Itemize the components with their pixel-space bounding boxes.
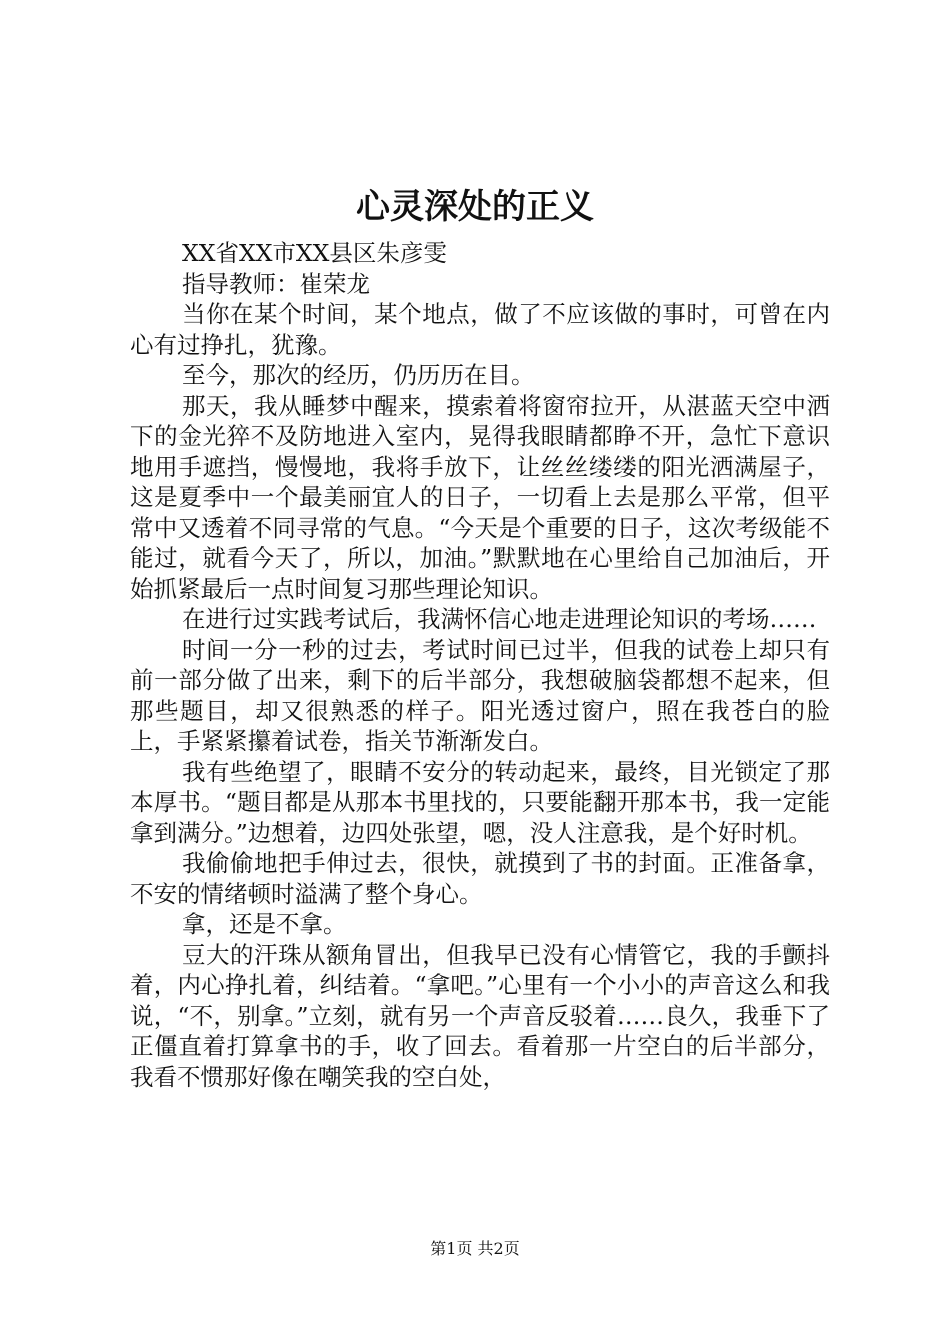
instructor-line: 指导教师：崔荣龙 [182, 269, 370, 298]
page-number-footer: 第1页 共2页 [430, 1239, 520, 1258]
document-title: 心灵深处的正义 [356, 187, 594, 227]
paragraph: 当你在某个时间，某个地点，做了不应该做的事时，可曾在内心有过挣扎，犹豫。 [130, 300, 830, 359]
paragraph: 时间一分一秒的过去，考试时间已过半，但我的试卷上却只有前一部分做了出来，剩下的后半部分，我想破脑袋都想不起来，但那些题目，却又很熟悉的样子。阳光透过窗户，照在我苍白的脸上，手紧紧攥着试卷，指关节渐渐发白。 [130, 635, 830, 755]
paragraph: 豆大的汗珠从额角冒出，但我早已没有心情管它，我的手颤抖着，内心挣扎着，纠结着。“拿吧。”心里有一个小小的声音这么和我说，“不，别拿。”立刻，就有另一个声音反驳着……良久，我垂下了正僵直着打算拿书的手，收了回去。看着那一片空白的后半部分，我看不惯那好像在嘲笑我的空白处， [130, 940, 830, 1091]
author-line: XX省XX市XX县区朱彦雯 [182, 239, 447, 267]
paragraph: 我偷偷地把手伸过去，很快，就摸到了书的封面。正准备拿，不安的情绪顿时溢满了整个身心。 [130, 849, 830, 908]
paragraph: 我有些绝望了，眼睛不安分的转动起来，最终，目光锁定了那本厚书。“题目都是从那本书里找的，只要能翻开那本书，我一定能拿到满分。”边想着，边四处张望，嗯，没人注意我，是个好时机。 [130, 757, 830, 847]
document-body [130, 238, 830, 1092]
paragraph: 那天，我从睡梦中醒来，摸索着将窗帘拉开，从湛蓝天空中洒下的金光猝不及防地进入室内，晃得我眼睛都睁不开，急忙下意识地用手遮挡，慢慢地，我将手放下，让丝丝缕缕的阳光洒满屋子，这是夏季中一个最美丽宜人的日子，一切看上去是那么平常，但平常中又透着不同寻常的气息。“今天是个重要的日子，这次考级能不能过，就看今天了，所以，加油。”默默地在心里给自己加油后，开始抓紧最后一点时间复习那些理论知识。 [130, 391, 830, 603]
paragraph: 在进行过实践考试后，我满怀信心地走进理论知识的考场…… [182, 605, 817, 633]
paragraph: 至今，那次的经历，仍历历在目。 [182, 361, 535, 389]
paragraph: 拿，还是不拿。 [182, 910, 347, 938]
